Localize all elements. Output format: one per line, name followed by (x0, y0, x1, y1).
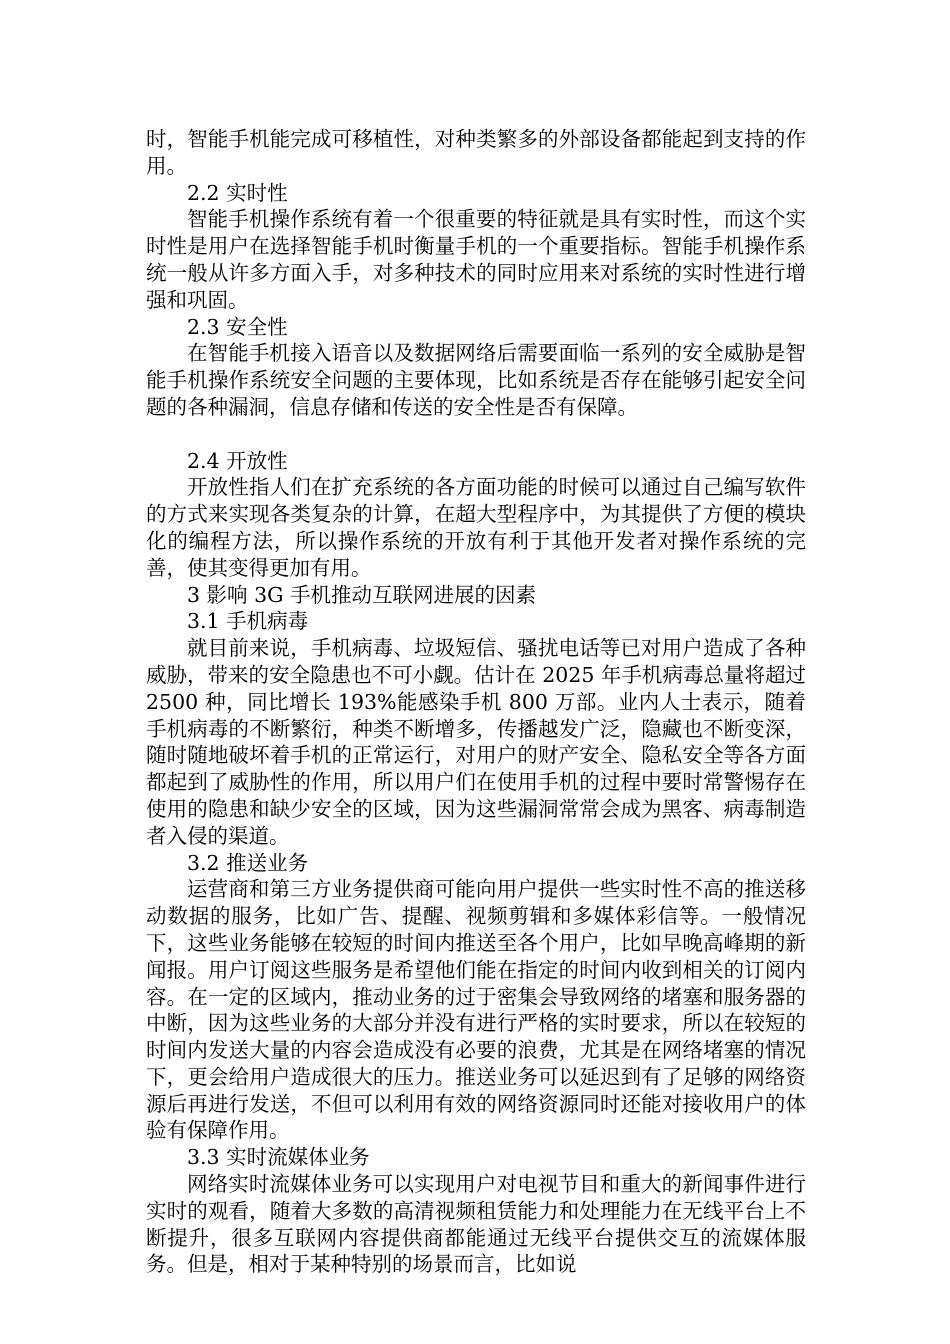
section-heading-3-2: 3.2 推送业务 (187, 850, 309, 875)
section-heading-2-3: 2.3 安全性 (187, 314, 288, 339)
blank-line (146, 421, 806, 448)
section-heading-2-2: 2.2 实时性 (187, 180, 288, 205)
paragraph-continuation: 时，智能手机能完成可移植性，对种类繁多的外部设备都能起到支持的作用。 (146, 127, 806, 178)
paragraph-streaming: 网络实时流媒体业务可以实现用户对电视节目和重大的新闻事件进行实时的观看，随着大多数的高清视频租赁能力和处理能力在无线平台上不断提升，很多互联网内容提供商都能通过无线平台提供交互的流媒体服务。但是，相对于某种特别的场景而言，比如说 (146, 1172, 806, 1277)
paragraph-security: 在智能手机接入语音以及数据网络后需要面临一系列的安全威胁是智能手机操作系统安全问题的主要体现，比如系统是否存在能够引起安全问题的各种漏洞，信息存储和传送的安全性是否有保障。 (146, 341, 806, 419)
paragraph-openness: 开放性指人们在扩充系统的各方面功能的时候可以通过自己编写软件的方式来实现各类复杂的计算，在超大型程序中，为其提供了方便的模块化的编程方法，所以操作系统的开放有利于其他开发者对操作系统的完善，使其变得更加有用。 (146, 475, 806, 580)
paragraph-realtime: 智能手机操作系统有着一个很重要的特征就是具有实时性，而这个实时性是用户在选择智能手机时衡量手机的一个重要指标。智能手机操作系统一般从许多方面入手，对多种技术的同时应用来对系统的实时性进行增强和巩固。 (146, 207, 806, 312)
section-heading-3: 3 影响 3G 手机推动互联网进展的因素 (187, 582, 537, 607)
paragraph-push-service: 运营商和第三方业务提供商可能向用户提供一些实时性不高的推送移动数据的服务，比如广告、提醒、视频剪辑和多媒体彩信等。一般情况下，这些业务能够在较短的时间内推送至各个用户，比如早晚高峰期的新闻报。用户订阅这些服务是希望他们能在指定的时间内收到相关的订阅内容。在一定的区域内，推动业务的过于密集会导致网络的堵塞和服务器的中断，因为这些业务的大部分并没有进行严格的实时要求，所以在较短的时间内发送大量的内容会造成没有必要的浪费，尤其是在网络堵塞的情况下，更会给用户造成很大的压力。推送业务可以延迟到有了足够的网络资源后再进行发送，不但可以利用有效的网络资源同时还能对接收用户的体验有保障作用。 (146, 877, 806, 1143)
section-heading-3-3: 3.3 实时流媒体业务 (187, 1145, 370, 1170)
document-body (146, 126, 806, 1278)
section-heading-3-1: 3.1 手机病毒 (187, 609, 309, 634)
paragraph-mobile-virus: 就目前来说，手机病毒、垃圾短信、骚扰电话等已对用户造成了各种威胁，带来的安全隐患也不可小觑。估计在 2025 年手机病毒总量将超过 2500 种，同比增长 193%能感染手机 800 万部。业内人士表示，随着手机病毒的不断繁衍，种类不断增多，传播越发广泛，隐藏也不断变深，随时随地破坏着手机的正常运行，对用户的财产安全、隐私安全等各方面都起到了威胁性的作用，所以用户们在使用手机的过程中要时常警惕存在使用的隐患和缺少安全的区域，因为这些漏洞常常会成为黑客、病毒制造者入侵的渠道。 (146, 636, 806, 848)
section-heading-2-4: 2.4 开放性 (187, 448, 288, 473)
